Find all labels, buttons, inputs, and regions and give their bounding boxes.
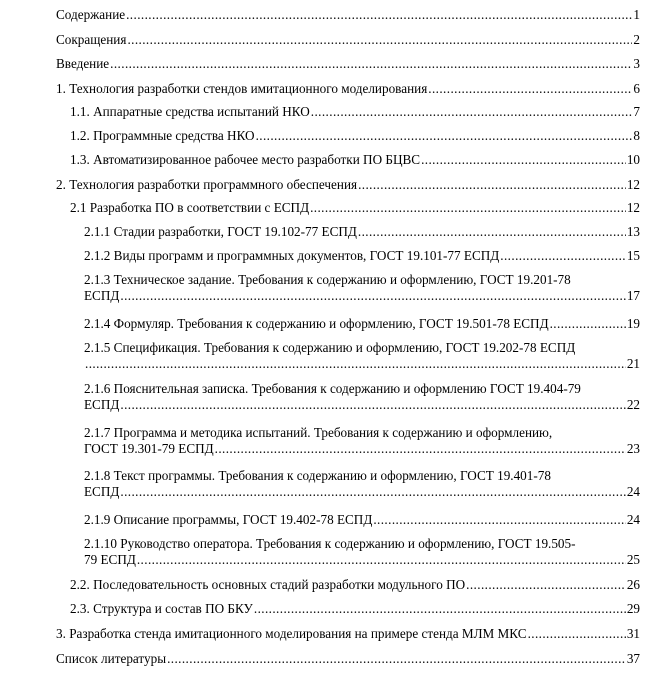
toc-entry-2-1-6[interactable]: [84, 381, 640, 413]
toc-entry-title: 2.1.4 Формуляр. Требования к содержанию и оформлению, ГОСТ 19.501-78 ЕСПД: [84, 316, 549, 331]
toc-entry-introduction[interactable]: [56, 56, 640, 72]
toc-entry-title: Список литературы: [56, 651, 167, 666]
toc-entry-title: 1. Технология разработки стендов имитационного моделирования: [56, 81, 428, 96]
toc-page-number: 12: [626, 177, 640, 192]
toc-entry-2[interactable]: [56, 177, 640, 193]
leader-dots: [550, 316, 626, 332]
toc-entry-title: 79 ЕСПД: [84, 552, 136, 567]
leader-dots: [311, 104, 633, 120]
toc-page-number: 26: [626, 577, 640, 592]
toc-page-number: 23: [626, 441, 640, 456]
toc-entry-title-line1: 2.1.8 Текст программы. Требования к содержанию и оформлению, ГОСТ 19.401-78: [84, 468, 551, 483]
toc-page-number: 29: [626, 601, 640, 616]
toc-entry-1-2[interactable]: [70, 128, 640, 144]
toc-entry-title: 2.1.1 Стадии разработки, ГОСТ 19.102-77 ЕСПД: [84, 224, 357, 239]
toc-entry-title: Содержание: [56, 7, 126, 22]
toc-entry-title: 2.2. Последовательность основных стадий разработки модульного ПО: [70, 577, 466, 592]
toc-page-number: 15: [626, 248, 640, 263]
leader-dots: [256, 128, 633, 144]
leader-dots: [310, 200, 626, 216]
leader-dots: [528, 626, 626, 642]
toc-page-number: 24: [626, 512, 640, 527]
toc-entry-2-1-9[interactable]: [84, 512, 640, 528]
toc-entry-1[interactable]: [56, 81, 640, 97]
leader-dots: [127, 32, 632, 48]
toc-entry-title: 1.3. Автоматизированное рабочее место разработки ПО БЦВС: [70, 152, 421, 167]
leader-dots: [500, 248, 626, 264]
toc-entry-title-line1: 2.1.6 Пояснительная записка. Требования к содержанию и оформлению ГОСТ 19.404-79: [84, 381, 581, 396]
toc-page-number: 12: [626, 200, 640, 215]
toc-entry-title: ЕСПД: [84, 397, 120, 412]
leader-dots: [126, 7, 632, 23]
toc-page-number: 17: [626, 288, 640, 303]
toc-page-number: 8: [633, 128, 640, 143]
toc-entry-2-1-7[interactable]: [84, 425, 640, 457]
leader-dots: [428, 81, 632, 97]
toc-page-number: 22: [626, 397, 640, 412]
toc-page-number: 13: [626, 224, 640, 239]
toc-page-number: 3: [633, 56, 640, 71]
leader-dots: [466, 577, 626, 593]
toc-entry-2-3[interactable]: [70, 601, 640, 617]
leader-dots: [254, 601, 626, 617]
leader-dots: [358, 177, 626, 193]
toc-entry-title: 1.2. Программные средства НКО: [70, 128, 255, 143]
leader-dots: [137, 552, 626, 568]
toc-entry-2-1-4[interactable]: [84, 316, 640, 332]
leader-dots: [373, 512, 625, 528]
toc-entry-3[interactable]: [56, 626, 640, 642]
toc-page-number: 25: [626, 552, 640, 567]
toc-entry-title-line1: 2.1.5 Спецификация. Требования к содержанию и оформлению, ГОСТ 19.202-78 ЕСПД: [84, 340, 576, 355]
toc-page-number: 2: [633, 32, 640, 47]
toc-entry-references[interactable]: [56, 651, 640, 667]
toc-entry-2-1-8[interactable]: [84, 468, 640, 500]
toc-page-number: 37: [626, 651, 640, 666]
toc-entry-title: Введение: [56, 56, 110, 71]
toc-entry-title: 3. Разработка стенда имитационного моделирования на примере стенда МЛМ МКС: [56, 626, 527, 641]
toc-page-number: 19: [626, 316, 640, 331]
toc-entry-title: ЕСПД: [84, 484, 120, 499]
toc-entry-title: 2.1 Разработка ПО в соответствии с ЕСПД: [70, 200, 310, 215]
toc-page-number: 24: [626, 484, 640, 499]
toc-entry-title: ГОСТ 19.301-79 ЕСПД: [84, 441, 214, 456]
leader-dots: [358, 224, 626, 240]
toc-entry-2-1-5[interactable]: [84, 340, 640, 372]
leader-dots: [120, 397, 625, 413]
toc-page-number: 7: [633, 104, 640, 119]
toc-entry-title: 1.1. Аппаратные средства испытаний НКО: [70, 104, 310, 119]
leader-dots: [421, 152, 626, 168]
leader-dots: [110, 56, 632, 72]
toc-entry-title-line1: 2.1.7 Программа и методика испытаний. Требования к содержанию и оформлению,: [84, 425, 553, 440]
toc-entry-abbreviations[interactable]: [56, 32, 640, 48]
leader-dots: [120, 288, 625, 304]
toc-entry-title-line1: 2.1.10 Руководство оператора. Требования к содержанию и оформлению, ГОСТ 19.505-: [84, 536, 576, 551]
toc-entry-title: 2. Технология разработки программного обеспечения: [56, 177, 358, 192]
leader-dots: [120, 484, 625, 500]
toc-entry-title: Сокращения: [56, 32, 127, 47]
leader-dots: [167, 651, 626, 667]
toc-page-number: 21: [626, 356, 640, 371]
toc-entry-title: 2.1.9 Описание программы, ГОСТ 19.402-78 ЕСПД: [84, 512, 373, 527]
leader-dots: [85, 356, 626, 372]
toc-entry-1-3[interactable]: [70, 152, 640, 168]
toc-page-number: 6: [633, 81, 640, 96]
toc-entry-title-line1: 2.1.3 Техническое задание. Требования к содержанию и оформлению, ГОСТ 19.201-78: [84, 272, 571, 287]
toc-entry-title: ЕСПД: [84, 288, 120, 303]
toc-entry-1-1[interactable]: [70, 104, 640, 120]
leader-dots: [215, 441, 626, 457]
toc-page-number: 10: [626, 152, 640, 167]
toc-entry-title: 2.3. Структура и состав ПО БКУ: [70, 601, 253, 616]
toc-entry-2-2[interactable]: [70, 577, 640, 593]
toc-entry-contents[interactable]: [56, 7, 640, 23]
toc-entry-2-1[interactable]: [70, 200, 640, 216]
toc-entry-2-1-3[interactable]: [84, 272, 640, 304]
toc-entry-title: 2.1.2 Виды программ и программных документов, ГОСТ 19.101-77 ЕСПД: [84, 248, 500, 263]
toc-entry-2-1-1[interactable]: [84, 224, 640, 240]
toc-entry-2-1-10[interactable]: [84, 536, 640, 568]
toc-page-number: 31: [626, 626, 640, 641]
toc-page-number: 1: [633, 7, 640, 22]
toc-entry-2-1-2[interactable]: [84, 248, 640, 264]
